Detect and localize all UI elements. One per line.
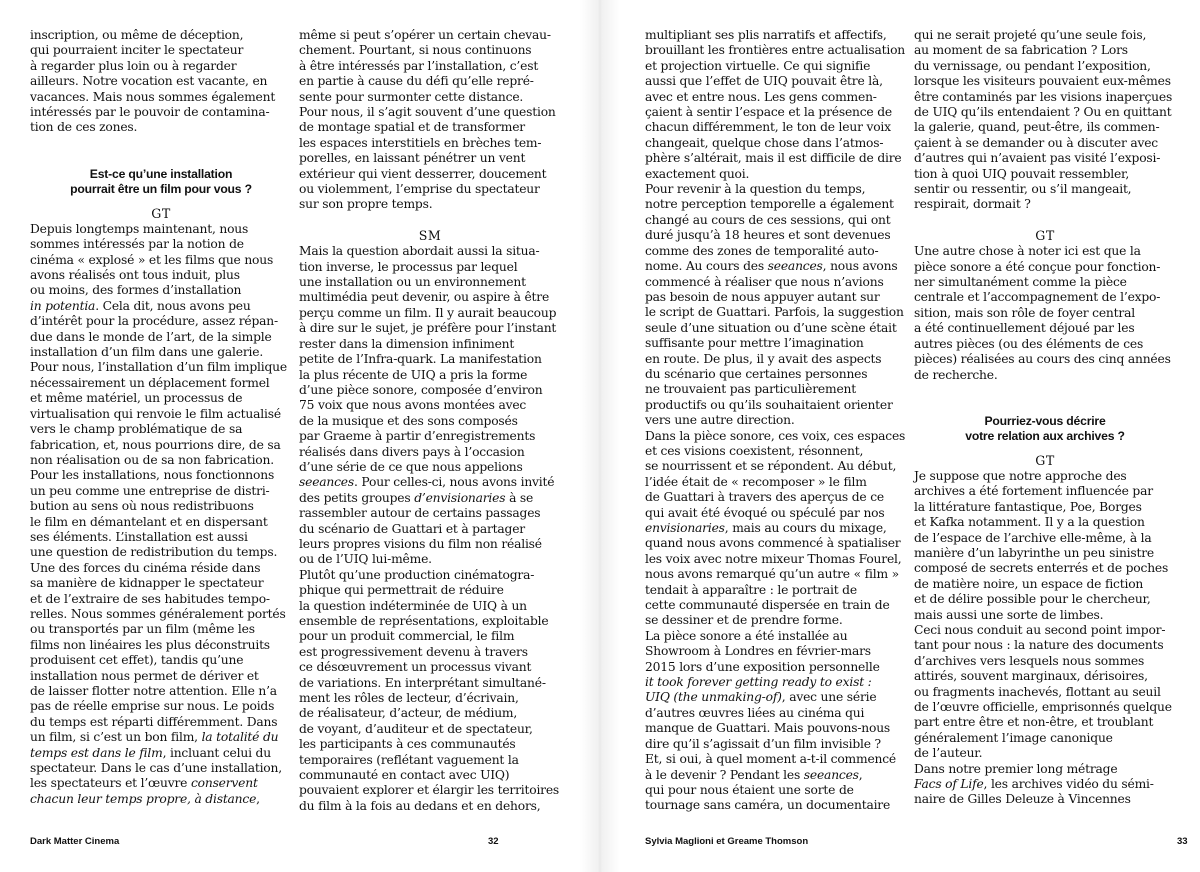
text-line: se dessiner et de prendre forme. [645, 613, 843, 628]
text-line: avons réalisés ont tous induit, plus [30, 268, 240, 283]
text-line: ensemble de représentations, exploitable [299, 614, 549, 629]
right-page [620, 0, 1200, 872]
text-line: composé de secrets enterrés et de poches [914, 561, 1169, 576]
text-line: virtualisation qui renvoie le film actualisé [30, 406, 281, 421]
text-line: spectateur. Dans le cas d’une installation, [30, 761, 282, 776]
text-line: notre perception temporelle a également [645, 197, 894, 212]
text-fragment: , incluant celui du [162, 745, 271, 760]
paragraph-gap [30, 198, 292, 206]
text-line: vers le champ problématique de sa [30, 422, 243, 437]
text-line: perçu comme un film. Il y aurait beaucoup [299, 305, 557, 320]
text-fragment: , les archives vidéo du sémi- [983, 777, 1154, 792]
text-line: leurs propres visions du film non réalisé [299, 536, 542, 551]
paragraph-gap [914, 398, 1176, 413]
paragraph-gap [914, 383, 1176, 398]
text-line: multipliant ses plis narratifs et affectifs, [645, 28, 887, 42]
text-line: comme des zones de temporalité auto- [645, 243, 879, 258]
text-line: ou violemment, l’emprise du spectateur [299, 182, 540, 197]
text-line: en route. De plus, il y avait des aspects [645, 351, 882, 366]
right-page-column-2 [914, 28, 1176, 808]
text-fragment: , nous avons [822, 259, 898, 274]
text-line: de laisser flotter notre attention. Elle n’a [30, 684, 277, 698]
text-line: du scénario de Guattari et à partager [299, 521, 525, 536]
text-line: ner simultanément comme la pièce [914, 275, 1127, 290]
text-line: autres pièces (ou des éléments de ces [914, 336, 1144, 351]
text-line: tournage sans caméra, un documentaire [645, 798, 891, 813]
text-line: en partie à cause du défi qu’elle repré- [299, 74, 534, 89]
text-fragment: . Pour celles-ci, nous avons invité [354, 475, 555, 490]
speaker-label: GT [151, 205, 171, 221]
right-page-column-1 [645, 28, 907, 814]
text-line: cinéma « explosé » et les films que nous [30, 252, 274, 267]
text-line: les participants à ces communautés [299, 737, 516, 752]
text-line: phique qui permettrait de réduire [299, 583, 504, 598]
text-line: sente pour surmonter cette distance. [299, 89, 524, 104]
paragraph-gap [30, 136, 292, 151]
section-heading: Pourriez-vous décrire [984, 413, 1106, 428]
text-line: les espaces interstitiels en brèches tem- [299, 135, 542, 150]
text-line: et de délire possible pour le chercheur, [914, 592, 1151, 607]
paragraph-gap [914, 213, 1176, 228]
text-line: du temps est réparti différemment. Dans [30, 714, 278, 729]
text-line: rassembler autour de certains passages [299, 506, 541, 521]
text-line: et projection virtuelle. Ce qui signifie [645, 58, 871, 73]
text-line: aussi que l’effet de UIQ pouvait être là, [645, 74, 883, 89]
text-line [299, 475, 561, 490]
text-line: à dire sur le sujet, je préfère pour l’instant [299, 321, 557, 336]
text-line: ne trouvaient pas particulièrement [645, 382, 856, 397]
page-number: 33 [1177, 836, 1188, 847]
text-line [30, 792, 292, 807]
text-line: sentir ou ressentir, ou s’il mangeait, [914, 182, 1132, 197]
text-line: de l’œuvre officielle, emprisonnés quelque [914, 699, 1172, 714]
text-line: la littérature fantastique, Poe, Borges [914, 499, 1142, 514]
text-line: la question indéterminée de UIQ à un [299, 598, 527, 613]
text-line: d’une série de ce que nous appelions [299, 459, 523, 474]
text-line: sur son propre temps. [299, 197, 433, 212]
text-line: pièces) réalisées au cours des cinq années [914, 352, 1171, 367]
text-line: lorsque les visiteurs pouvaient eux-mêmes [914, 74, 1171, 89]
text-line: due dans le monde de l’art, de la simple [30, 329, 272, 344]
text-line: pièce sonore a été conçue pour fonction- [914, 259, 1161, 274]
text-line: Pour nous, il s’agit souvent d’une question [299, 105, 556, 120]
text-line: de l’auteur. [914, 746, 983, 761]
text-fragment: , [256, 791, 260, 806]
text-line: chacun différemment, le ton de leur voix [645, 120, 891, 135]
text-line [30, 299, 292, 314]
text-line: de matière noire, un espace de fiction [914, 576, 1144, 591]
text-line: installation nous permet de dériver et [30, 668, 259, 683]
text-line: exactement quoi. [645, 166, 750, 181]
text-line: de voyant, d’auditeur et de spectateur, [299, 721, 533, 736]
text-line: naire de Gilles Deleuze à Vincennes [914, 792, 1131, 807]
text-line [645, 768, 907, 783]
text-line: et Kafka notamment. Il y a la question [914, 515, 1145, 530]
text-line: qui avait été évoqué ou spéculé par nos [645, 505, 885, 520]
text-line: çaient à sentir l’espace et la présence de [645, 105, 892, 120]
text-line: de recherche. [914, 367, 998, 382]
italic-text: seeances [767, 259, 823, 274]
text-line: installation d’un film dans une galerie. [30, 345, 264, 360]
text-line: fabrication, et, nous pourrions dire, de sa [30, 437, 281, 452]
text-line: du scénario que certaines personnes [645, 366, 868, 381]
text-line [30, 776, 292, 791]
text-line: la galerie, quand, peut-être, ils commen- [914, 120, 1160, 135]
text-line: mais aussi une sorte de limbes. [914, 607, 1104, 622]
section-heading: Est-ce qu’une installation [89, 166, 233, 181]
text-fragment: . Cela dit, nous avons peu [95, 298, 251, 313]
text-line: d’une pièce sonore, composée d’environ [299, 382, 543, 397]
text-line: Pour les installations, nous fonctionnons [30, 468, 275, 483]
text-line: suffisante pour mettre l’imagination [645, 336, 864, 351]
text-fragment: nome. Au cours des [645, 259, 768, 274]
text-line: de variations. En interprétant simultané- [299, 675, 546, 690]
text-line: cette communauté dispersée en train de [645, 598, 890, 613]
text-line: phère s’altérait, mais il est difficile de dire [645, 151, 902, 166]
text-line: et même matériel, un processus de [30, 391, 243, 406]
text-fragment: les spectateurs et l’œuvre [30, 776, 191, 791]
text-line: tant pour nous : la nature des documents [914, 638, 1164, 653]
text-line: chement. Pourtant, si nous continuons [299, 43, 532, 58]
text-line: temporaires (reflétant vaguement la [299, 752, 519, 767]
text-line: à regarder plus loin ou à regarder [30, 58, 237, 73]
text-line: du film à la fois au dedans et en dehors, [299, 798, 541, 813]
text-line: tion à quoi UIQ pouvait ressembler, [914, 166, 1130, 181]
text-fragment: à le devenir ? Pendant les [645, 767, 804, 782]
text-line: respirait, dormait ? [914, 197, 1031, 212]
text-line: une question de redistribution du temps. [30, 545, 278, 560]
italic-text: conservent [190, 776, 258, 791]
text-line: a été continuellement déjoué par les [914, 321, 1135, 336]
text-line: et ces visions coexistent, résonnent, [645, 443, 864, 458]
text-line: Pour nous, l’installation d’un film implique [30, 360, 287, 375]
text-fragment: , avec une série [781, 690, 877, 705]
text-fragment: des petits groupes [299, 490, 415, 505]
italic-text: la totalité du [201, 730, 279, 745]
text-line [30, 746, 292, 761]
book-gutter [580, 0, 620, 872]
text-line: du vernissage, ou pendant l’exposition, [914, 58, 1151, 73]
text-line: tendait à apparaître : le portrait de [645, 582, 857, 597]
text-line: ou fragments inachevés, flottant au seuil [914, 684, 1161, 699]
text-line: de réalisateur, d’acteur, de médium, [299, 706, 518, 721]
text-line: archives a été fortement influencée par [914, 484, 1153, 499]
text-line: de montage spatial et de transformer [299, 120, 525, 135]
text-line: communauté en contact avec UIQ) [299, 768, 510, 783]
text-line: de la musique et des sons composés [299, 413, 518, 428]
text-line: généralement l’image canonique [914, 730, 1113, 745]
text-line: ou de l’UIQ lui-même. [299, 552, 432, 567]
text-line: Plutôt qu’une production cinématogra- [299, 567, 535, 582]
text-line: changé au cours de ces sessions, qui ont [645, 212, 891, 227]
text-line: de UIQ qu’ils entendaient ? Ou en quittant [914, 105, 1172, 120]
text-line: ment les rôles de lecteur, d’écrivain, [299, 691, 519, 706]
text-line [914, 777, 1176, 792]
text-line: ou moins, des formes d’installation [30, 283, 242, 298]
text-line: films non linéaires les plus déconstruits [30, 637, 270, 652]
text-line: avec et entre nous. Les gens commen- [645, 89, 877, 104]
text-line: Une des forces du cinéma réside dans [30, 560, 261, 575]
text-line: qui ne serait projeté qu’une seule fois, [914, 28, 1147, 42]
text-line: qui pourraient inciter le spectateur [30, 43, 244, 58]
text-line: les voix avec notre mixeur Thomas Fourel, [645, 551, 902, 566]
text-line: de l’espace de l’archive elle-même, à la [914, 530, 1152, 545]
text-line: le film en démantelant et en dispersant [30, 514, 268, 529]
text-line: relles. Nous sommes généralement portés [30, 606, 286, 621]
text-line: vers une autre direction. [645, 413, 795, 428]
section-heading: pourrait être un film pour vous ? [70, 182, 252, 197]
text-line: centrale et l’accompagnement de l’expo- [914, 290, 1161, 305]
text-line: changeait, quelque chose dans l’atmos- [645, 135, 884, 150]
italic-text: UIQ (the unmaking-of) [645, 690, 782, 705]
speaker-label: GT [1035, 228, 1055, 244]
text-line [645, 259, 907, 274]
text-line: Une autre chose à noter ici est que la [914, 244, 1141, 259]
page-number: 32 [488, 836, 499, 847]
text-line: le script de Guattari. Parfois, la suggestion [645, 305, 904, 320]
text-fragment: , mais au cours du mixage, [724, 521, 887, 535]
text-line: Dans notre premier long métrage [914, 761, 1118, 776]
text-line: petite de l’Infra-quark. La manifestation [299, 352, 542, 367]
text-fragment: un film, si c’est un bon film, [30, 730, 202, 745]
text-fragment: à se [505, 490, 534, 505]
text-line [645, 521, 907, 536]
text-line: attirés, souvent marginaux, dérisoires, [914, 669, 1148, 684]
text-line: Pour revenir à la question du temps, [645, 182, 866, 197]
text-line: tion de ces zones. [30, 120, 138, 135]
italic-text: Facs of Life [914, 777, 984, 792]
speaker-label: SM [418, 228, 442, 244]
text-line: multimédia peut devenir, ou aspire à être [299, 290, 550, 305]
italic-text: seeances [299, 475, 354, 490]
italic-text: envisionaries [645, 521, 725, 535]
left-page-column-2 [299, 28, 561, 814]
text-line [30, 730, 292, 745]
text-line: Showroom à Londres en février-mars [645, 644, 871, 659]
text-line: la plus récente de UIQ a pris la forme [299, 367, 528, 382]
text-line: ses éléments. L’installation est aussi [30, 529, 248, 544]
italic-text: it took forever getting ready to exist : [645, 675, 872, 690]
text-line: se nourrissent et se répondent. Au début, [645, 459, 897, 474]
text-line: pour un produit commercial, le film [299, 629, 515, 644]
italic-text: temps est dans le film [30, 745, 163, 760]
text-line: produisent cet effet), tandis qu’une [30, 653, 244, 668]
text-line: être contaminés par les visions inaperçues [914, 89, 1173, 104]
text-line: extérieur qui vient desserrer, doucement [299, 166, 547, 181]
text-line: sa manière de kidnapper le spectateur [30, 576, 264, 591]
text-line: productifs ou qu’ils souhaitaient orienter [645, 397, 893, 412]
left-page-column-1 [30, 28, 292, 807]
text-line: réalisés dans divers pays à l’occasion [299, 444, 525, 459]
text-line: d’intérêt pour la procédure, assez répan- [30, 314, 278, 329]
italic-text: d’envisionaries [414, 490, 506, 505]
text-line: La pièce sonore a été installée au [645, 628, 848, 643]
text-line: dire qu’il s’agissait d’un film invisible ? [645, 736, 881, 751]
text-line: non réalisation ou de sa non fabrication. [30, 452, 274, 467]
speaker-label: GT [1035, 452, 1055, 468]
text-line: sition, mais son rôle de foyer central [914, 305, 1135, 320]
text-line [645, 675, 907, 690]
text-line: une installation ou un environnement [299, 275, 526, 290]
text-line: au moment de sa fabrication ? Lors [914, 43, 1128, 58]
text-line: d’autres qui n’avaient pas visité l’exposi- [914, 151, 1161, 166]
italic-text: chacun leur temps propre, à distance [30, 791, 257, 806]
text-line: pouvaient explorer et élargir les territoires [299, 783, 560, 798]
text-line: 2015 lors d’une exposition personnelle [645, 659, 880, 674]
text-line: sommes intéressés par la notion de [30, 237, 244, 252]
text-line: porelles, en laissant pénétrer un vent [299, 151, 526, 166]
text-line: 75 voix que nous avons montées avec [299, 398, 527, 413]
paragraph-gap [299, 213, 561, 228]
text-line: et de l’extraire de ses habitudes tempo- [30, 591, 270, 606]
text-line: d’autres œuvres liées au cinéma qui [645, 705, 865, 720]
paragraph-gap [30, 151, 292, 166]
text-line: pas besoin de nous appuyer autant sur [645, 289, 880, 304]
text-line: d’archives vers lesquels nous sommes [914, 653, 1145, 668]
text-line: intéressés par le pouvoir de contamina- [30, 105, 270, 120]
text-line: quand nous avons commencé à spatialiser [645, 536, 901, 551]
text-line: qui pour nous étaient une sorte de [645, 782, 854, 797]
text-line: Depuis longtemps maintenant, nous [30, 221, 249, 236]
text-line: l’idée était de « recomposer » le film [645, 474, 867, 489]
paragraph-gap [914, 445, 1176, 453]
italic-text: seeances [803, 767, 859, 782]
text-line: pas de réelle emprise sur nous. Le poids [30, 699, 275, 714]
left-page [0, 0, 580, 872]
italic-text: in potentia [30, 298, 96, 313]
text-line [299, 491, 561, 506]
text-line: inscription, ou même de déception, [30, 28, 244, 42]
text-line: rester dans la dimension infiniment [299, 336, 515, 351]
text-line: un peu comme une entreprise de distri- [30, 483, 270, 498]
text-line: çaient à se demander ou à discuter avec [914, 135, 1158, 150]
text-line: Mais la question abordait aussi la situa- [299, 244, 540, 259]
text-line: duré jusqu’à 18 heures et sont devenues [645, 228, 891, 243]
text-line: tion inverse, le processus par lequel [299, 259, 518, 274]
text-line: commencé à réaliser que nous n’avions [645, 274, 884, 289]
text-line: ailleurs. Notre vocation est vacante, en [30, 74, 268, 89]
running-footer-title: Sylvia Maglioni et Greame Thomson [645, 836, 809, 847]
text-line: manière d’un labyrinthe un peu sinistre [914, 545, 1155, 560]
text-line: part entre être et non-être, et troublant [914, 715, 1154, 730]
text-line: Dans la pièce sonore, ces voix, ces espaces [645, 428, 906, 443]
text-line: à être intéressés par l’installation, c’est [299, 58, 539, 73]
text-line: manque de Guattari. Mais pouvons-nous [645, 721, 891, 736]
text-line: ou transportés par un film (même les [30, 622, 255, 637]
text-line: par Graeme à partir d’enregistrements [299, 429, 536, 444]
text-line: brouillant les frontières entre actualisation [645, 43, 906, 58]
text-line: bution au sens où nous redistribuons [30, 499, 254, 514]
running-footer-title: Dark Matter Cinema [30, 836, 120, 847]
text-line: seule d’une situation ou d’une scène était [645, 320, 897, 335]
text-line: est progressivement devenu à travers [299, 644, 528, 659]
text-line: Je suppose que notre approche des [914, 468, 1127, 483]
text-line: même si peut s’opérer un certain chevau- [299, 28, 551, 42]
text-line: nécessairement un déplacement formel [30, 375, 270, 390]
section-heading: votre relation aux archives ? [965, 429, 1125, 444]
text-line: Et, si oui, à quel moment a-t-il commencé [645, 752, 897, 767]
text-fragment: , [858, 767, 863, 782]
text-line: vacances. Mais nous sommes également [30, 89, 276, 104]
text-line: Ceci nous conduit au second point impor- [914, 622, 1166, 637]
text-line: nous avons remarqué qu’un autre « film » [645, 567, 899, 582]
text-line: de Guattari à travers des aperçus de ce [645, 490, 884, 505]
text-line: ce désœuvrement un processus vivant [299, 660, 532, 675]
text-line [645, 690, 907, 705]
